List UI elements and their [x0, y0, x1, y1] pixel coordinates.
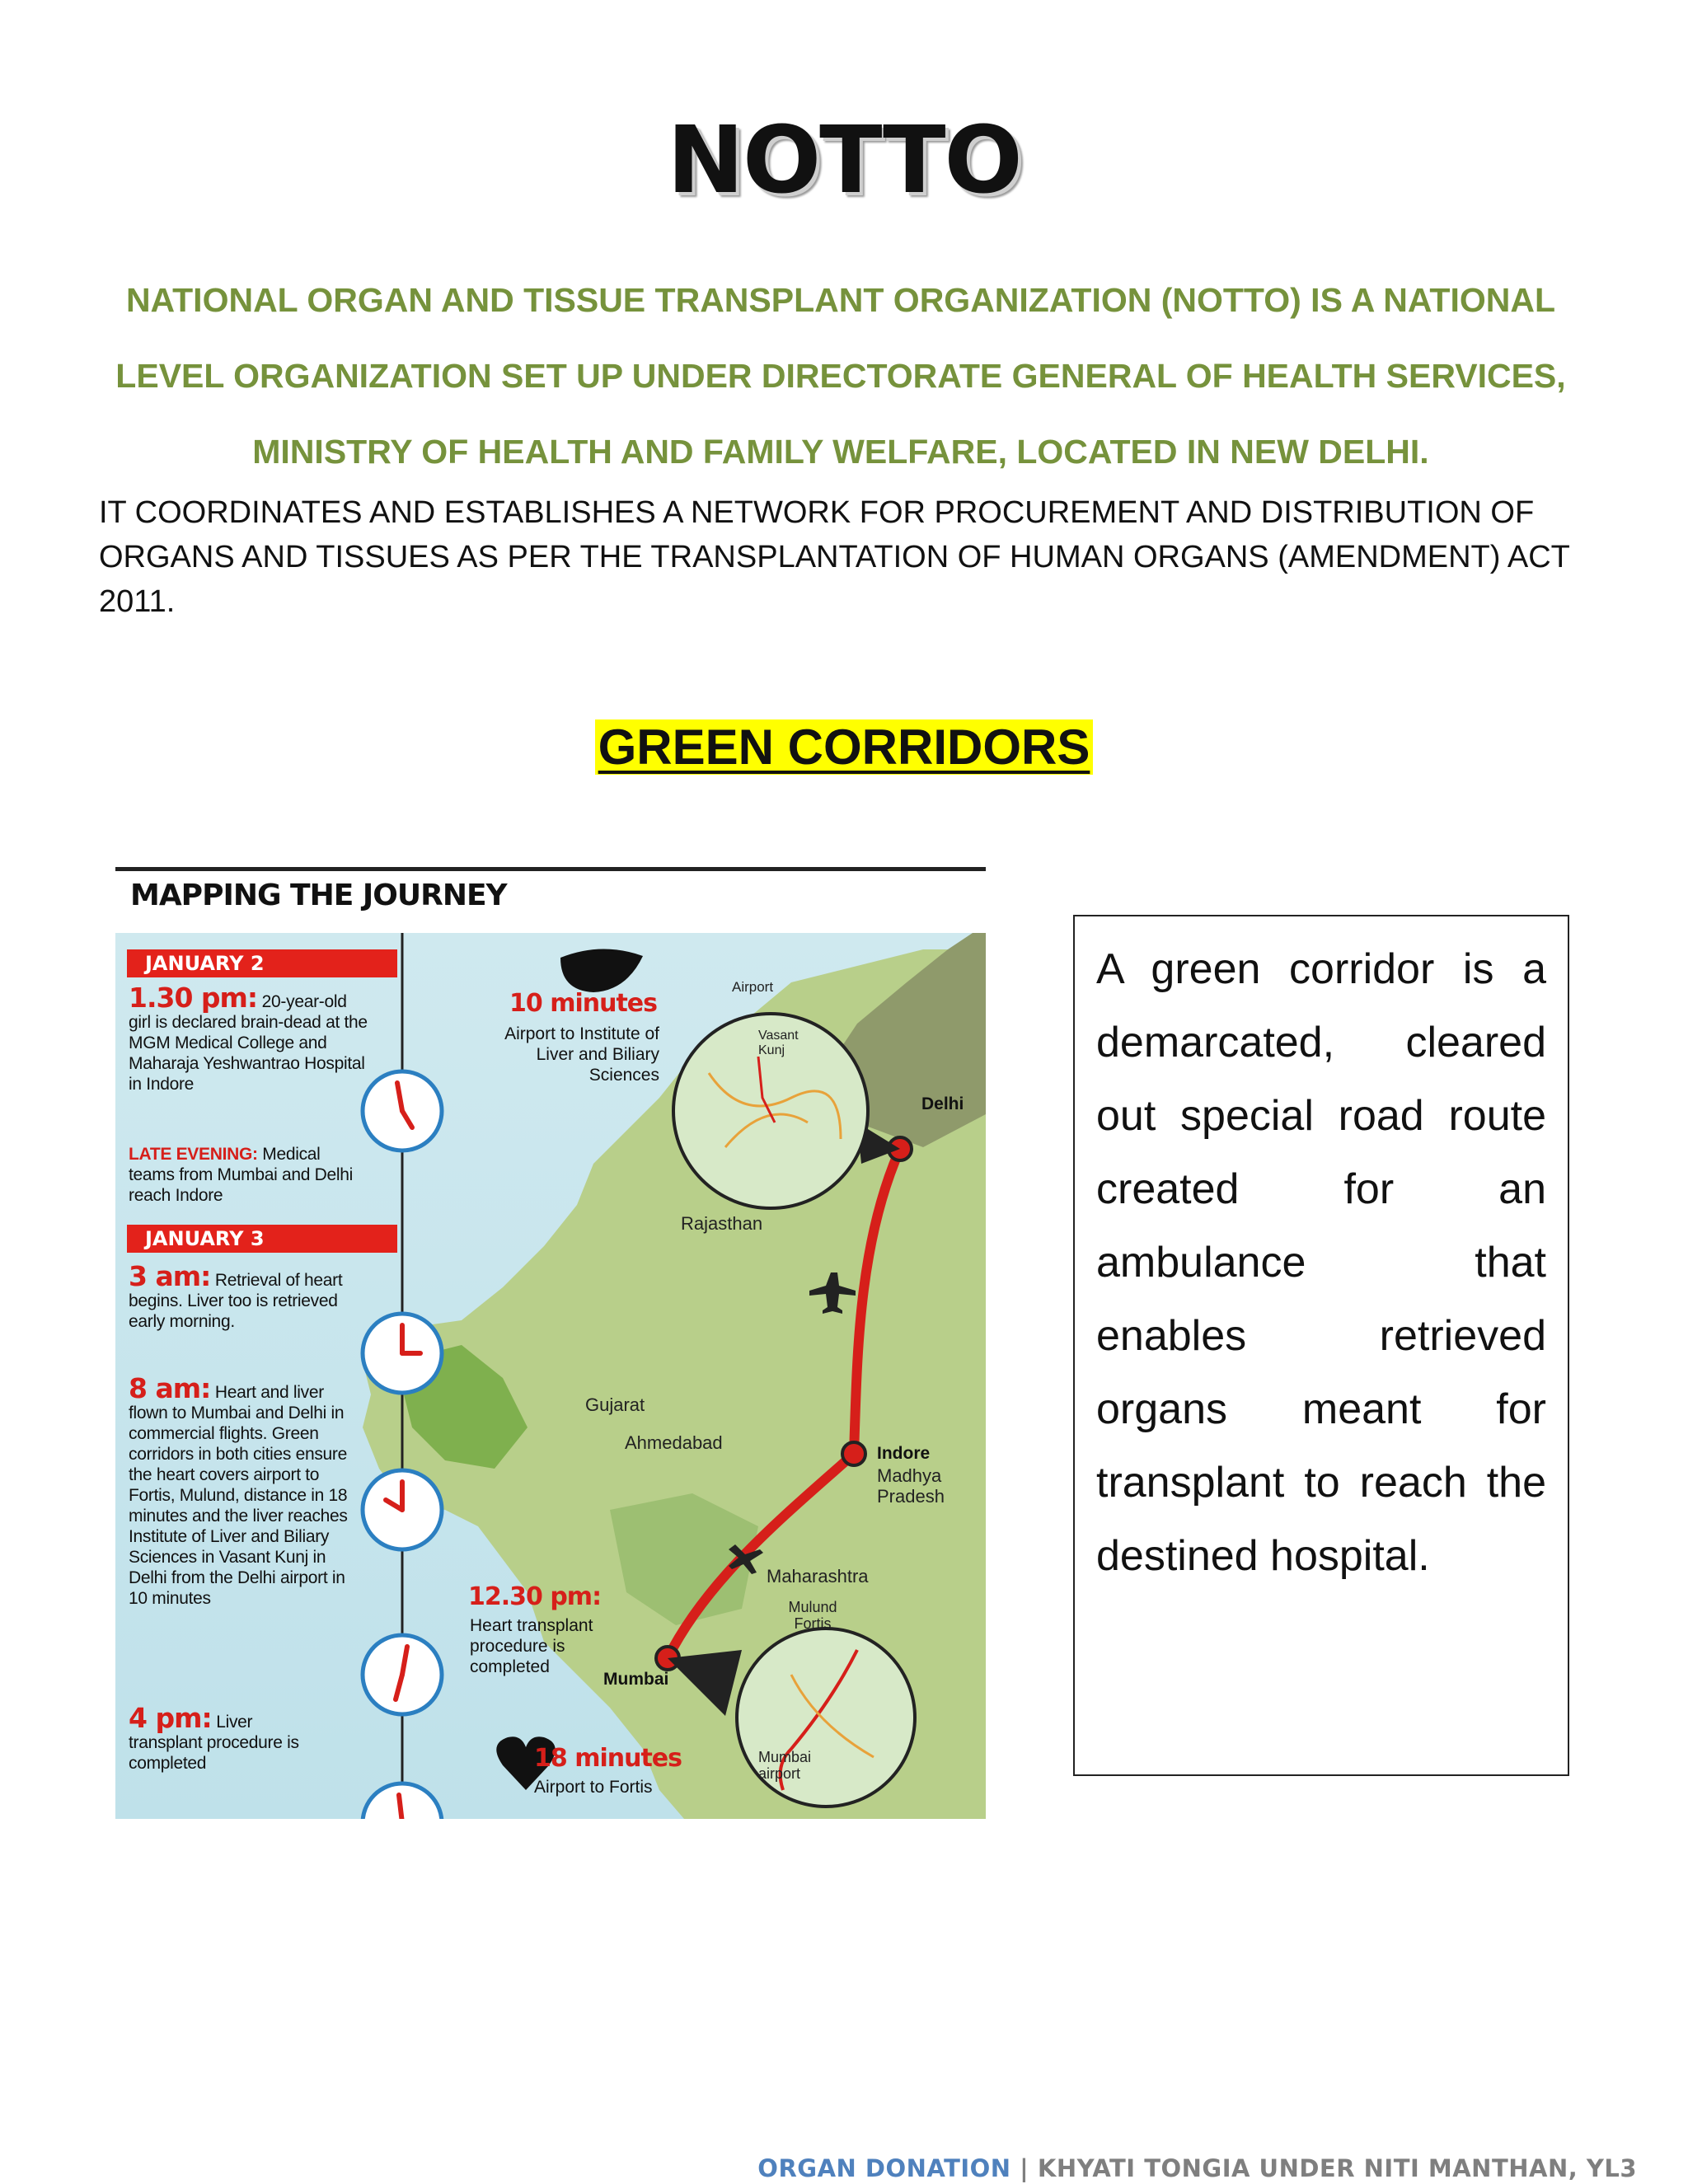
event-time: 8 am: [129, 1372, 211, 1404]
map-label-mumbai-airport: Mumbai airport [758, 1749, 812, 1782]
event-text: Liver transplant procedure is completed [129, 1713, 299, 1773]
definition-text: A green corridor is a demarcated, cleared out special road route created for an ambulance that enables retrieved organs meant for transplant to reach the destined hospital. [1096, 945, 1546, 1580]
event-8am [129, 1372, 351, 1609]
page-footer [757, 2154, 1637, 2182]
event-4pm [129, 1702, 326, 1774]
heart-route: Airport to Fortis [534, 1778, 653, 1797]
event-text: 20-year-old girl is declared brain-dead at the MGM Medical College and Maharaja Yeshwantrao Hospital in Indore [129, 992, 368, 1094]
definition-box [1073, 915, 1569, 1776]
map-label-vasant-kunj: Vasant Kunj [758, 1029, 799, 1057]
date-bar-january-3: JANUARY 3 [127, 1225, 397, 1253]
liver-duration: 10 minutes [509, 989, 657, 1018]
event-time: 3 am: [129, 1260, 211, 1292]
liver-route: Airport to Institute of Liver and Biliary Sciences [504, 1024, 659, 1085]
event-text: Retrieval of heart begins. Liver too is retrieved early morning. [129, 1271, 343, 1331]
map-label-mulund-fortis: Mulund Fortis [788, 1599, 837, 1632]
description-paragraph: IT COORDINATES AND ESTABLISHES A NETWORK FOR PROCUREMENT AND DISTRIBUTION OF ORGANS AND TISSUES AS PER THE TRANSPLANTATION OF HUMAN ORGANS (AMENDMENT) ACT 2011. [99, 495, 1570, 619]
map-label-madhya-pradesh: Madhya Pradesh [877, 1465, 945, 1507]
event-late-evening [129, 1144, 368, 1206]
event-1-30pm [129, 982, 368, 1094]
map-label-ahmedabad: Ahmedabad [625, 1432, 723, 1453]
map-label-airport: Airport [732, 979, 774, 995]
map-label-gujarat: Gujarat [585, 1394, 645, 1415]
infographic-top-rule [115, 867, 986, 871]
page-title: NOTTO [667, 107, 1021, 214]
event-time: 4 pm: [129, 1702, 212, 1734]
heart-transplant-text: Heart transplant procedure is completed [470, 1616, 593, 1676]
heart-duration: 18 minutes [534, 1744, 682, 1773]
section-heading-text: GREEN CORRIDORS [595, 719, 1094, 775]
map-label-rajasthan: Rajasthan [681, 1213, 763, 1234]
section-heading [0, 719, 1688, 776]
map-label-mumbai: Mumbai [603, 1670, 669, 1689]
event-3am [129, 1260, 368, 1332]
footer-text: | KHYATI TONGIA UNDER NITI MANTHAN, YL3 [1010, 2154, 1637, 2182]
journey-infographic [115, 867, 986, 1819]
footer-highlight: ORGAN DONATION [757, 2154, 1011, 2182]
map-label-maharashtra: Maharashtra [767, 1566, 869, 1586]
event-time: 1.30 pm: [129, 982, 258, 1014]
map-label-indore: Indore [877, 1444, 931, 1463]
map-label-delhi: Delhi [921, 1094, 964, 1113]
heart-transplant-time: 12.30 pm: [468, 1582, 602, 1611]
event-time: LATE EVENING: [129, 1145, 258, 1164]
infographic-title: MAPPING THE JOURNEY [130, 879, 507, 912]
event-text: Medical teams from Mumbai and Delhi reach Indore [129, 1145, 354, 1205]
intro-paragraph: NATIONAL ORGAN AND TISSUE TRANSPLANT ORGANIZATION (NOTTO) IS A NATIONAL LEVEL ORGANIZATION SET UP UNDER DIRECTORATE GENERAL OF HEALTH SERVICES, MINISTRY OF HEALTH AND FAMILY WELFARE, LOCATED IN NEW DELHI. [115, 281, 1566, 471]
event-text: Heart and liver flown to Mumbai and Delhi in commercial flights. Green corridors in both cities ensure the heart covers airport to Fortis, Mulund, distance in 18 minutes and the liver reaches Institute of Liver and Biliary Sciences in Vasant Kunj in Delhi from the Delhi airport in 10 minutes [129, 1383, 348, 1608]
date-bar-january-2: JANUARY 2 [127, 949, 397, 977]
